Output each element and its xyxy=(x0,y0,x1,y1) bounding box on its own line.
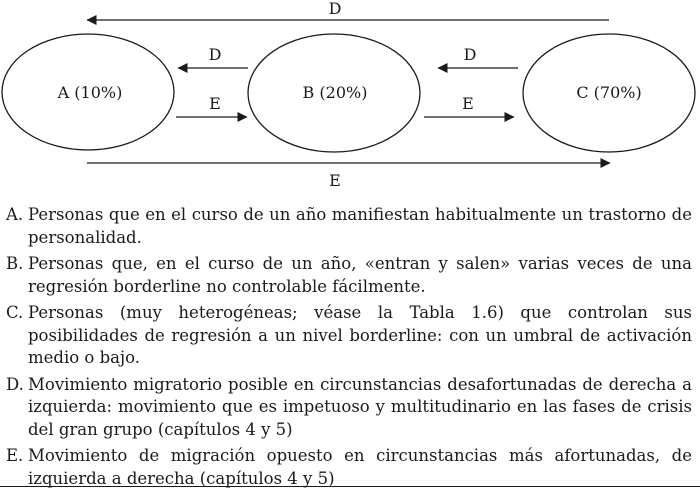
label-b-to-c: E xyxy=(462,94,474,113)
label-a-to-b: E xyxy=(209,94,221,113)
node-c xyxy=(523,34,695,152)
label-c-to-b: D xyxy=(463,45,477,64)
legend-key: D. xyxy=(6,374,24,394)
node-b xyxy=(248,34,420,152)
legend-item-c xyxy=(6,302,692,370)
migration-diagram xyxy=(0,0,700,200)
legend-item-d xyxy=(6,374,692,442)
label-b-to-a: D xyxy=(208,45,222,64)
legend-text: Personas que, en el curso de un año, «entran y salen» varias veces de una regresión borderline no controlable fácilmente. xyxy=(28,254,692,296)
node-a-label: A (10%) xyxy=(57,83,123,102)
node-c-label: C (70%) xyxy=(576,83,642,102)
legend-text: Movimiento de migración opuesto en circunstancias más afortunadas, de izquierda a derecha (capítulos 4 y 5) xyxy=(28,446,692,488)
legend-text: Personas (muy heterogéneas; véase la Tabla 1.6) que controlan sus posibilidades de regresión a un nivel borderline: con un umbral de activación medio o bajo. xyxy=(28,303,692,367)
legend-key: C. xyxy=(6,303,24,322)
legend-key: A. xyxy=(6,205,24,224)
legend-text: Personas que en el curso de un año manifiestan habitualmente un trastorno de personalidad. xyxy=(28,205,692,247)
legend-item-e xyxy=(6,445,692,490)
legend-list xyxy=(6,204,692,494)
legend-text: Movimiento migratorio posible en circunstancias desafortunadas de derecha a izquierda: movimiento que es impetuoso y multitudinario en las fases de crisis del gran grupo (capítulos 4 y 5) xyxy=(28,374,692,439)
node-b-label: B (20%) xyxy=(302,83,368,102)
legend-key: B. xyxy=(6,254,24,273)
legend-item-a xyxy=(6,204,692,249)
node-a xyxy=(2,34,174,150)
bottom-divider xyxy=(0,486,700,487)
label-long-top: D xyxy=(328,0,342,18)
legend-key: E. xyxy=(6,446,24,465)
label-long-bottom: E xyxy=(329,171,341,190)
legend-item-b xyxy=(6,253,692,298)
